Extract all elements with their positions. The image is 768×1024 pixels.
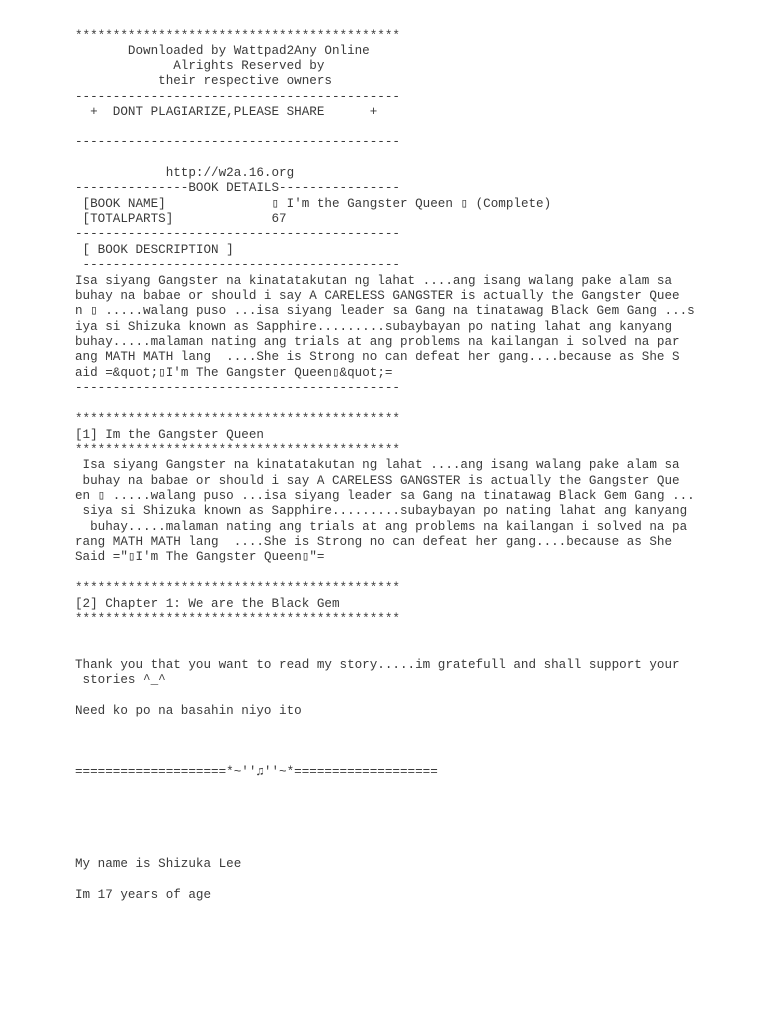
description-line: buhay.....malaman nating ang trials at ang problems na kailangan i solved na par <box>75 335 680 349</box>
chapter-text-line: My name is Shizuka Lee <box>75 857 242 871</box>
asterisk-rule: ******************************************* <box>75 612 400 626</box>
chapter-text-line: Need ko po na basahin niyo ito <box>75 704 302 718</box>
part-1-text-line: Isa siyang Gangster na kinatatakutan ng lahat ....ang isang walang pake alam sa <box>75 458 680 472</box>
part-1-text-line: siya si Shizuka known as Sapphire.........subaybayan po nating lahat ang kanyang <box>75 504 688 518</box>
part-1-text-line: buhay na babae or should i say A CARELESS GANGSTER is actually the Gangster Que <box>75 474 680 488</box>
dash-rule: ------------------------------------------- <box>75 135 400 149</box>
decorative-separator: ====================*~''♫''~*=================== <box>75 765 438 779</box>
part-1-text-line: Said ="▯I'm The Gangster Queen▯"= <box>75 550 325 564</box>
rights-line-2: their respective owners <box>75 74 332 88</box>
download-credit: Downloaded by Wattpad2Any Online <box>75 44 370 58</box>
asterisk-rule: ******************************************* <box>75 581 400 595</box>
book-description-heading: [ BOOK DESCRIPTION ] <box>75 243 234 257</box>
rights-line-1: Alrights Reserved by <box>75 59 325 73</box>
description-line: n ▯ .....walang puso ...isa siyang leader sa Gang na tinatawag Black Gem Gang ...s <box>75 304 695 318</box>
part-1-text-line: en ▯ .....walang puso ...isa siyang leader sa Gang na tinatawag Black Gem Gang ... <box>75 489 695 503</box>
part-2-title: [2] Chapter 1: We are the Black Gem <box>75 597 340 611</box>
book-name-row: [BOOK NAME] ▯ I'm the Gangster Queen ▯ (Complete) <box>75 197 552 211</box>
book-details-heading: ---------------BOOK DETAILS---------------- <box>75 181 400 195</box>
header-asterisk-rule: ******************************************* <box>75 29 400 43</box>
dash-rule: ------------------------------------------- <box>75 381 400 395</box>
asterisk-rule: ******************************************* <box>75 412 400 426</box>
chapter-text-line: Im 17 years of age <box>75 888 212 902</box>
chapter-text-line: stories ^_^ <box>75 673 166 687</box>
plagiarize-notice: + DONT PLAGIARIZE,PLEASE SHARE + <box>75 105 378 119</box>
asterisk-rule: ******************************************* <box>75 443 400 457</box>
total-parts-row: [TOTALPARTS] 67 <box>75 212 287 226</box>
chapter-text-line: Thank you that you want to read my story.....im gratefull and shall support your <box>75 658 680 672</box>
dash-rule: ------------------------------------------ <box>75 258 400 272</box>
description-line: buhay na babae or should i say A CARELESS GANGSTER is actually the Gangster Quee <box>75 289 680 303</box>
part-1-text-line: buhay.....malaman nating ang trials at ang problems na kailangan i solved na pa <box>75 520 688 534</box>
description-line: ang MATH MATH lang ....She is Strong no can defeat her gang....because as She S <box>75 350 680 364</box>
dash-rule: ------------------------------------------- <box>75 90 400 104</box>
description-line: iya si Shizuka known as Sapphire.........subaybayan po nating lahat ang kanyang <box>75 320 673 334</box>
description-line: aid =&quot;▯I'm The Gangster Queen▯&quot;= <box>75 366 393 380</box>
description-line: Isa siyang Gangster na kinatatakutan ng lahat ....ang isang walang pake alam sa <box>75 274 673 288</box>
source-url: http://w2a.16.org <box>75 166 295 180</box>
dash-rule: ------------------------------------------- <box>75 227 400 241</box>
part-1-text-line: rang MATH MATH lang ....She is Strong no can defeat her gang....because as She <box>75 535 673 549</box>
part-1-title: [1] Im the Gangster Queen <box>75 428 264 442</box>
